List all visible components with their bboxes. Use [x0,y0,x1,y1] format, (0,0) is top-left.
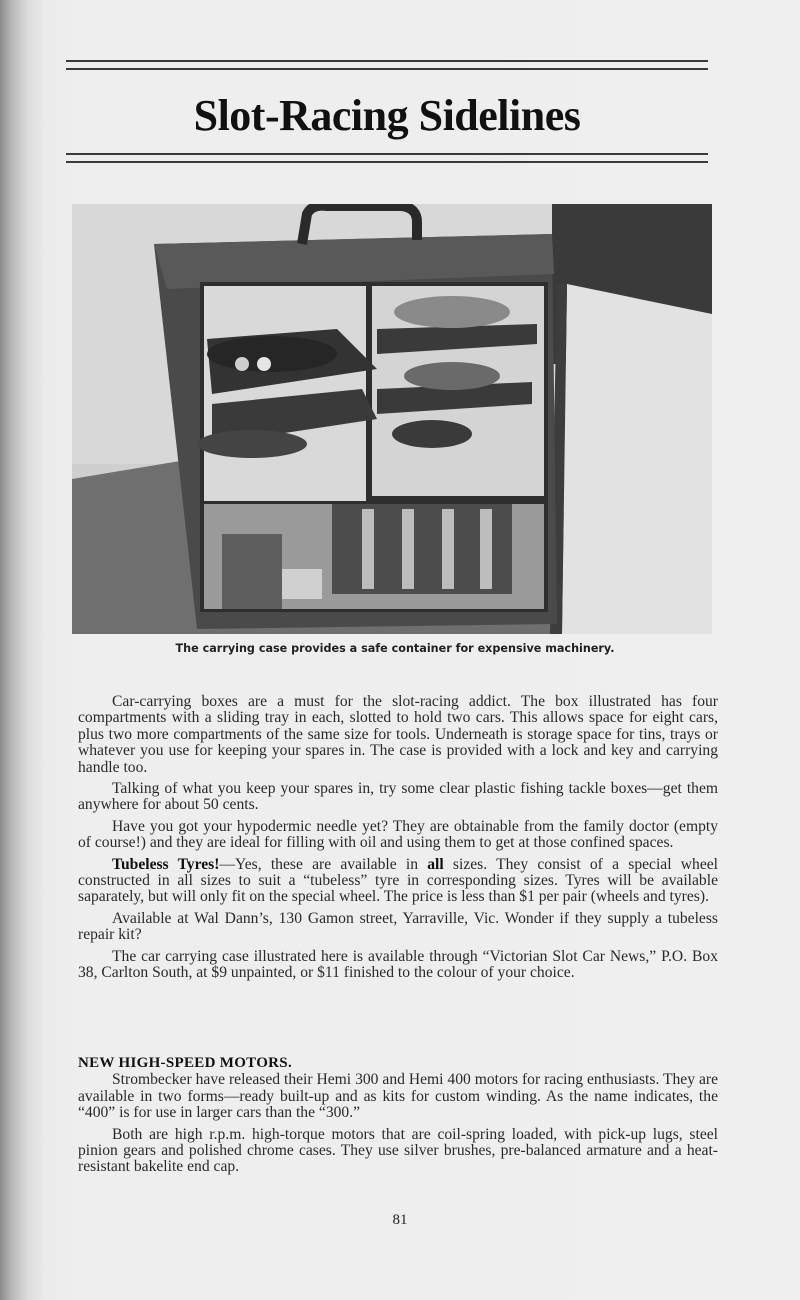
run-in-heading: Tubeless Tyres! [112,855,220,873]
carrying-case-photo [72,204,712,634]
paragraph: Talking of what you keep your spares in, try some clear plastic fishing tackle boxes—get them anywhere for about 50 cents. [78,780,718,814]
motors-section [78,1055,718,1181]
slot-car [392,420,472,448]
slot-car [207,336,337,372]
section-heading: NEW HIGH-SPEED MOTORS. [78,1055,292,1071]
slot-car [394,296,510,328]
page-title: Slot-Racing Sidelines [193,91,581,140]
paragraph: Have you got your hypodermic needle yet? They are obtainable from the family doctor (empty of course!) and they are ideal for filling with oil and using them to get at those confined spaces. [78,817,718,852]
case-door [562,284,712,634]
paragraph: Car-carrying boxes are a must for the slot-racing addict. The box illustrated has four compartments with a sliding tray in each, slotted to hold two cars. This allows space for eight cars, plus two more compartments of the same size for tools. Underneath is storage space for tins, trays or whatever you use for keeping your spares in. The case is provided with a lock and key and carrying handle too. [78,693,718,776]
paragraph: The car carrying case illustrated here is available through “Victorian Slot Car News,” P.O. Box 38, Carlton South, at $9 unpainted, or $11 finished to the colour of your choice. [78,947,718,982]
slot-car [197,430,307,458]
paragraph: Strombecker have released their Hemi 300 and Hemi 400 motors for racing enthusiasts. They are available in two forms—ready built-up and as kits for custom winding. As the name indicates, the “400” is for use in larger cars than the “300.” [78,1071,718,1122]
paragraph: Available at Wal Dann’s, 130 Gamon street, Yarraville, Vic. Wonder if they supply a tubeless repair kit? [78,909,718,944]
header-rule-top [66,60,708,72]
slot-car [404,362,500,390]
figure-caption: The carrying case provides a safe container for expensive machinery. [175,642,615,655]
paragraph: Both are high r.p.m. high-torque motors that are coil-spring loaded, with pick-up lugs, steel pinion gears and polished chrome cases. They use silver brushes, pre-balanced armature and a heat-resistant bakelite end cap. [78,1125,718,1176]
header-rule-bottom [66,153,708,165]
article-body [78,694,718,987]
page-number: 81 [392,1212,408,1228]
paragraph-tubeless-tyres: Tubeless Tyres!—Yes, these are available in all sizes. They consist of a special wheel constructed in all sizes to suit a “tubeless” tyre in corresponding sizes. Tyres will be available saparately, but will only fit on the special wheel. The price is less than $1 per pair (wheels and tyres). [78,855,719,906]
